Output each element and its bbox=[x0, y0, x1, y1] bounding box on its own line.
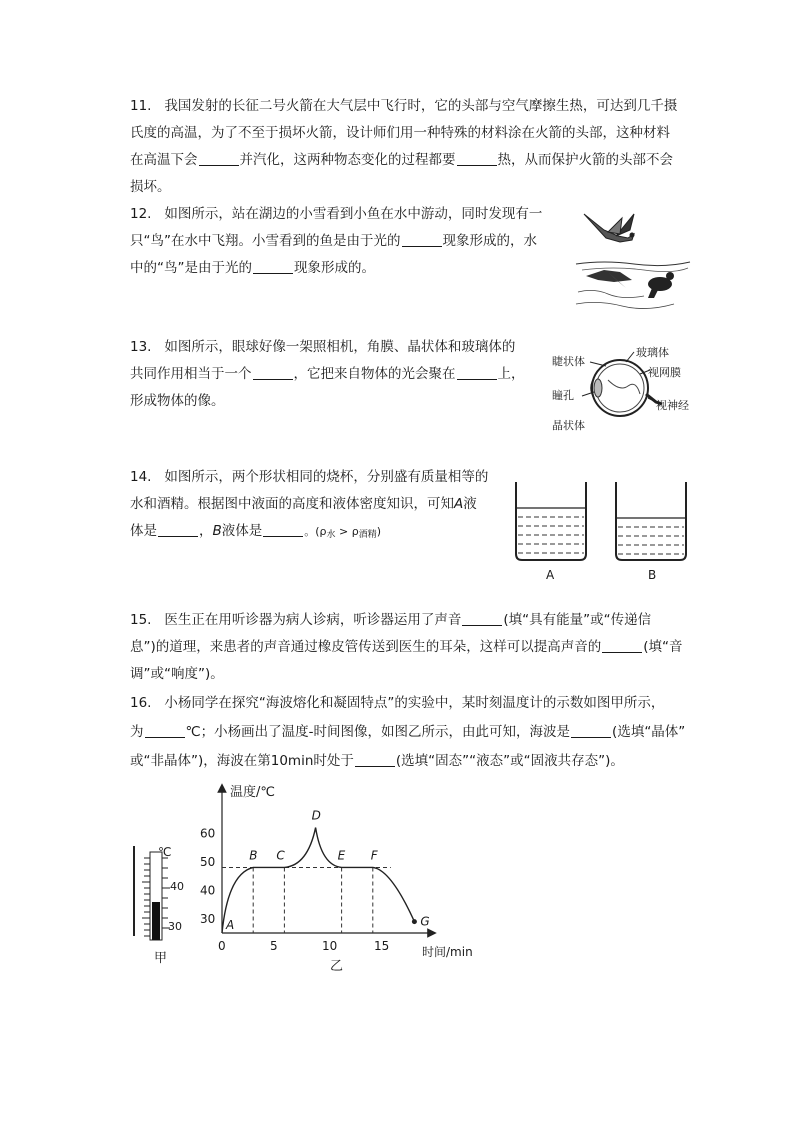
beaker-a bbox=[516, 482, 586, 582]
point-label-f: F bbox=[370, 848, 378, 863]
q15-text-3: 调”或“响度”)。 bbox=[130, 666, 224, 682]
rho-water-subscript: 水 bbox=[326, 530, 336, 540]
q15-number: 15. bbox=[130, 612, 152, 628]
q14-text-3e: 。(ρ bbox=[304, 525, 327, 538]
q16-text-3b: (选填“固态”“液态”或“固液共存态”)。 bbox=[395, 753, 624, 769]
q15-text-2a: 息”)的道理，来患者的声音通过橡皮管传送到医生的耳朵，这样可以提高声音的 bbox=[130, 639, 602, 655]
x-axis-label: 时间/min bbox=[422, 945, 473, 959]
q12-blank-2[interactable] bbox=[253, 259, 293, 274]
label-pupil: 瞳孔 bbox=[552, 389, 574, 402]
thermometer-caption: 甲 bbox=[154, 951, 168, 966]
q11-line1 bbox=[130, 96, 677, 116]
label-retina: 视网膜 bbox=[648, 366, 681, 379]
q14-text-3b: ， bbox=[199, 523, 213, 539]
q13-text-2b: ，它把来自物体的光会聚在 bbox=[293, 366, 456, 382]
thermometer-figure bbox=[128, 838, 198, 968]
q11-text-2: 氏度的高温，为了不至于损坏火箭，设计师们用一种特殊的材料涂在火箭的头部，这种材料 bbox=[130, 125, 670, 141]
q14-text-3g: ) bbox=[376, 525, 382, 538]
chart-caption: 乙 bbox=[330, 959, 344, 974]
q11-blank-1[interactable] bbox=[199, 151, 239, 166]
point-label-g: G bbox=[420, 914, 430, 929]
q12-blank-1[interactable] bbox=[402, 232, 442, 247]
q14-text-2b: A bbox=[454, 496, 464, 512]
eyeball-figure bbox=[548, 340, 698, 436]
q14-text-2a: 水和酒精。根据图中液面的高度和液体密度知识，可知 bbox=[130, 496, 454, 512]
q11-blank-2[interactable] bbox=[457, 151, 497, 166]
q11-text-1: 我国发射的长征二号火箭在大气层中飞行时，它的头部与空气摩擦生热，可达到几千摄 bbox=[164, 98, 678, 114]
thermometer-icon bbox=[134, 846, 170, 940]
q16-text-1: 小杨同学在探究“海波熔化和凝固特点”的实验中，某时刻温度计的示数如图甲所示， bbox=[164, 695, 665, 711]
q12-text-2b: 现象形成的，水 bbox=[442, 233, 537, 249]
q14-text-3c: B bbox=[212, 523, 222, 539]
beaker-a-label: A bbox=[546, 568, 555, 582]
y-tick-label: 40 bbox=[200, 883, 216, 898]
q15-line2 bbox=[130, 637, 683, 657]
q11-line4 bbox=[130, 177, 171, 197]
q15-text-1a: 医生正在用听诊器为病人诊病，听诊器运用了声音 bbox=[164, 612, 462, 628]
q14-blank-1[interactable] bbox=[158, 522, 198, 537]
q16-text-2b: ℃；小杨画出了温度-时间图像，如图乙所示，由此可知，海波是 bbox=[185, 724, 571, 740]
q11-line2 bbox=[130, 123, 670, 143]
bird-icon bbox=[584, 214, 634, 242]
x-tick-label: 5 bbox=[270, 939, 278, 953]
point-label-c: C bbox=[276, 848, 285, 863]
q15-line1 bbox=[130, 610, 651, 630]
y-tick-label: 30 bbox=[200, 911, 216, 926]
q11-text-3b: 并汽化，这两种物态变化的过程都要 bbox=[239, 152, 456, 168]
q15-line3 bbox=[130, 664, 224, 684]
q12-line1 bbox=[130, 204, 542, 224]
beaker-b bbox=[616, 482, 686, 582]
y-tick-label: 60 bbox=[200, 826, 216, 841]
x-tick-label: 10 bbox=[322, 939, 338, 953]
q14-text-2c: 液 bbox=[463, 496, 477, 512]
q12-text-1: 如图所示，站在湖边的小雪看到小鱼在水中游动，同时发现有一 bbox=[164, 206, 543, 222]
q14-text-3a: 体是 bbox=[130, 523, 157, 539]
q16-blank-2[interactable] bbox=[571, 723, 611, 738]
q13-number: 13. bbox=[130, 339, 152, 355]
q12-text-2a: 只“鸟”在水中飞翔。小雪看到的鱼是由于光的 bbox=[130, 233, 401, 249]
q11-text-4: 损坏。 bbox=[130, 179, 171, 195]
q12-line3 bbox=[130, 258, 375, 278]
q14-text-3d: 液体是 bbox=[221, 523, 263, 539]
q15-blank-1[interactable] bbox=[462, 611, 502, 626]
y-tick-label: 50 bbox=[200, 854, 216, 869]
q11-text-3c: 热，从而保护火箭的头部不会 bbox=[497, 152, 673, 168]
q14-line1 bbox=[130, 467, 488, 487]
q13-text-2c: 上， bbox=[497, 366, 525, 382]
point-label-b: B bbox=[249, 848, 258, 863]
q13-line1 bbox=[130, 337, 515, 357]
q13-text-1: 如图所示，眼球好像一架照相机，角膜、晶状体和玻璃体的 bbox=[164, 339, 516, 355]
thermometer-tick-30: 30 bbox=[168, 920, 182, 933]
q11-number: 11. bbox=[130, 98, 152, 114]
point-g-marker bbox=[412, 919, 417, 924]
q16-line1 bbox=[130, 693, 664, 713]
thermometer-tick-40: 40 bbox=[170, 880, 184, 893]
label-lens: 晶状体 bbox=[552, 419, 585, 432]
y-axis-label: 温度/℃ bbox=[230, 785, 275, 800]
q13-text-3: 形成物体的像。 bbox=[130, 393, 225, 409]
label-ciliary: 睫状体 bbox=[552, 355, 585, 368]
label-vitreous: 玻璃体 bbox=[636, 346, 669, 359]
label-optic-nerve: 视神经 bbox=[656, 399, 689, 412]
q14-number: 14. bbox=[130, 469, 152, 485]
q15-text-1b: (填“具有能量”或“传递信 bbox=[503, 612, 652, 628]
q16-text-2c: (选填“晶体” bbox=[612, 724, 686, 740]
q16-line2 bbox=[130, 722, 685, 742]
q15-text-2b: (填“音 bbox=[643, 639, 683, 655]
bird-reflection-icon bbox=[586, 270, 632, 288]
q14-line2 bbox=[130, 494, 477, 514]
thermometer-unit: ℃ bbox=[158, 845, 172, 859]
q11-text-3a: 在高温下会 bbox=[130, 152, 198, 168]
q16-text-3a: 或“非晶体”)，海波在第10min时处于 bbox=[130, 753, 354, 769]
q15-blank-2[interactable] bbox=[602, 638, 642, 653]
q12-text-3a: 中的“鸟”是由于光的 bbox=[130, 260, 252, 276]
beakers-figure bbox=[508, 478, 698, 584]
point-label-d: D bbox=[311, 808, 321, 823]
q14-text-3f: > ρ bbox=[335, 525, 359, 538]
q13-text-2a: 共同作用相当于一个 bbox=[130, 366, 252, 382]
q14-blank-2[interactable] bbox=[263, 522, 303, 537]
q16-blank-1[interactable] bbox=[145, 723, 185, 738]
q11-line3 bbox=[130, 150, 673, 170]
q14-line3 bbox=[130, 521, 381, 545]
q14-text-1: 如图所示，两个形状相同的烧杯，分别盛有质量相等的 bbox=[164, 469, 489, 485]
x-tick-label: 15 bbox=[374, 939, 390, 953]
q13-blank-2[interactable] bbox=[457, 365, 497, 380]
q16-blank-3[interactable] bbox=[355, 752, 395, 767]
x-tick-label: 0 bbox=[218, 939, 226, 953]
beaker-b-label: B bbox=[648, 568, 657, 582]
bird-reflection-figure bbox=[574, 208, 692, 314]
q13-line2 bbox=[130, 364, 525, 384]
q16-number: 16. bbox=[130, 695, 152, 711]
q12-text-3b: 现象形成的。 bbox=[294, 260, 375, 276]
temperature-time-chart bbox=[196, 778, 496, 974]
q12-line2 bbox=[130, 231, 537, 251]
rho-alcohol-subscript: 酒精 bbox=[358, 530, 377, 540]
temperature-curve bbox=[222, 828, 414, 933]
q13-blank-1[interactable] bbox=[253, 365, 293, 380]
q13-line3 bbox=[130, 391, 225, 411]
person-icon bbox=[648, 272, 674, 298]
q16-text-2a: 为 bbox=[130, 724, 144, 740]
q12-number: 12. bbox=[130, 206, 152, 222]
point-label-e: E bbox=[337, 848, 346, 863]
q16-line3 bbox=[130, 751, 624, 771]
point-label-a: A bbox=[226, 918, 235, 932]
